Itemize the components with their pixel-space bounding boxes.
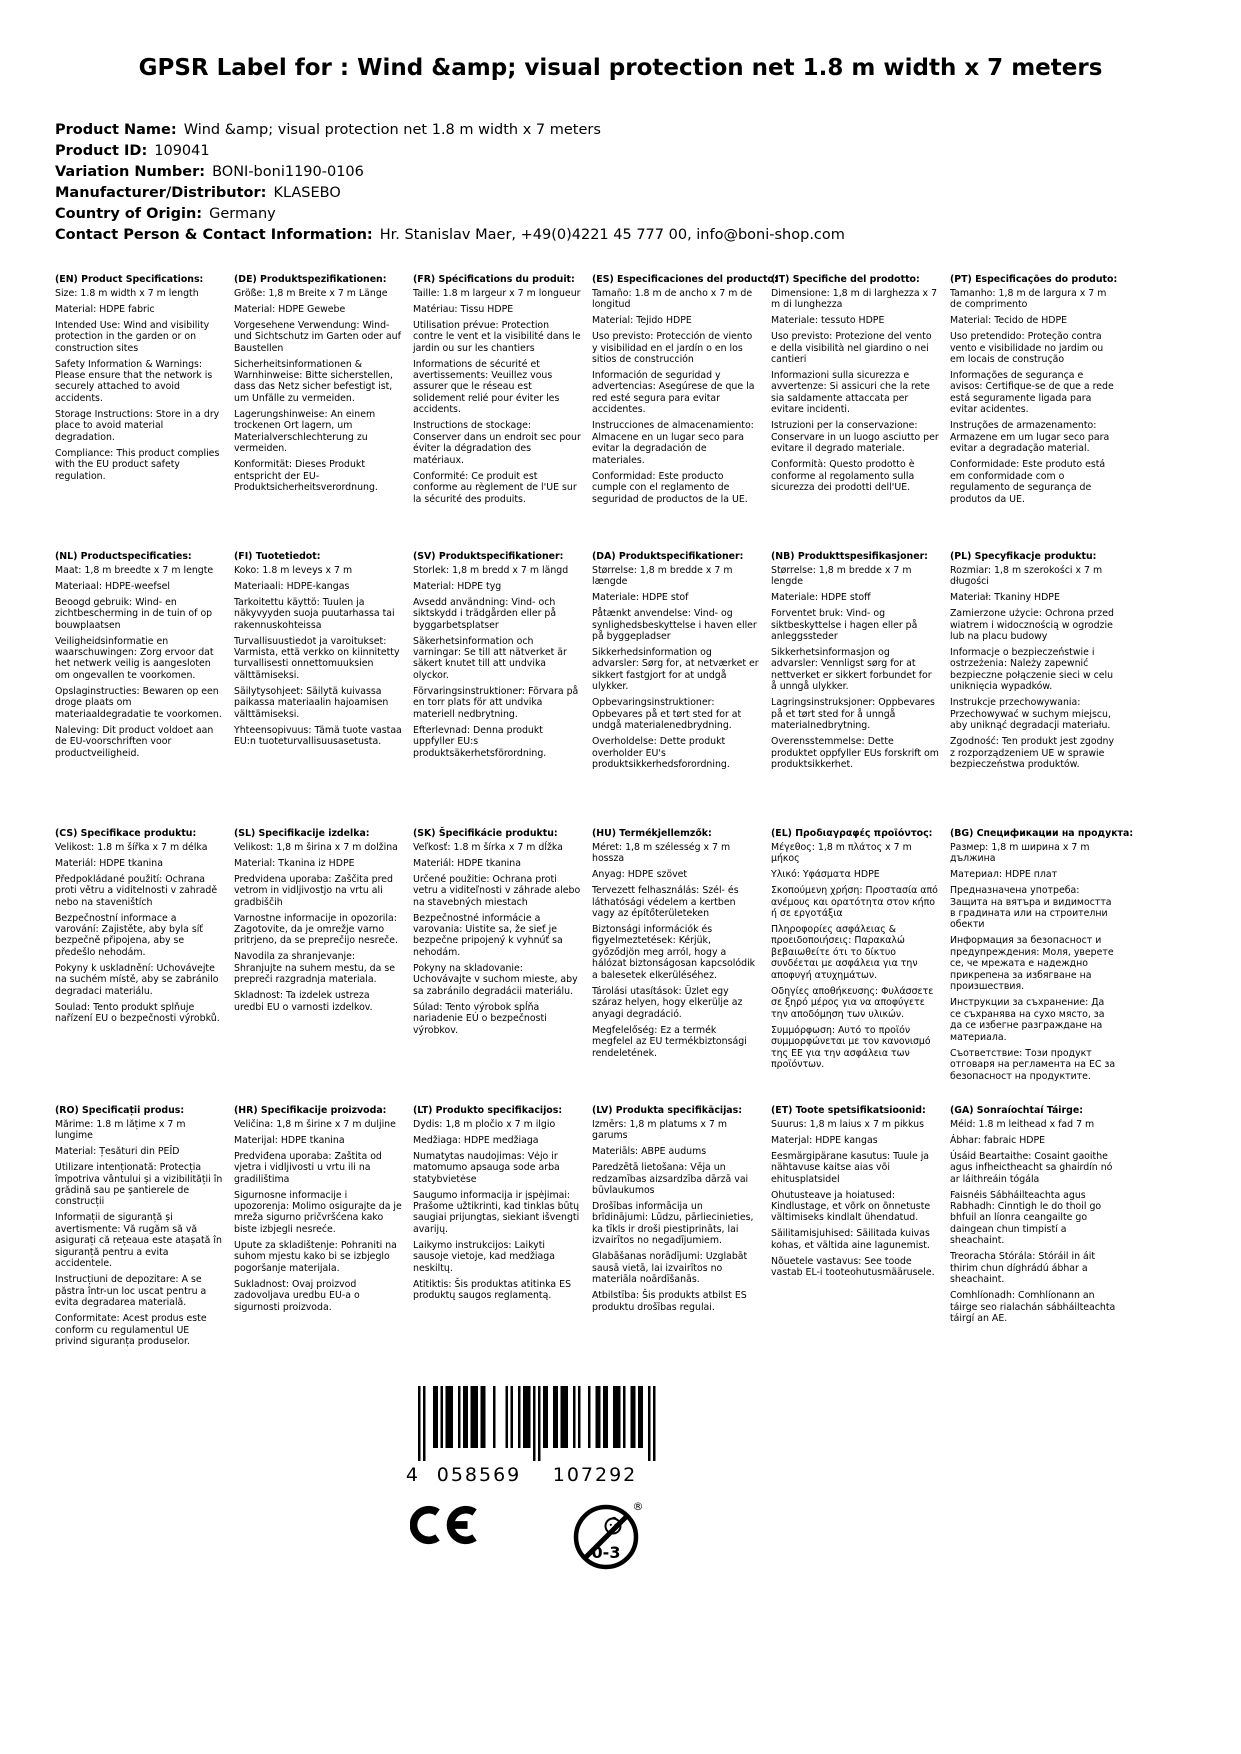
spec-paragraph: Safety Information & Warnings: Please ensure that the network is securely attached to avoid accidents. — [55, 358, 213, 404]
spec-paragraph: Materiāls: ABPE audums — [592, 1146, 707, 1158]
spec-paragraph: Opslaginstructies: Bewaren op een droge plaats om materiaaldegradatie te voorkomen. — [55, 685, 222, 720]
spec-paragraph: Dydis: 1,8 m pločio x 7 m ilgio — [413, 1118, 556, 1130]
language-block-nb — [771, 551, 939, 828]
language-block-bg — [950, 828, 1134, 1105]
bottom-group — [405, 1386, 666, 1574]
spec-paragraph: Съответствие: Този продукт отговаря на регламента на ЕС за безопасност на продуктите. — [950, 1047, 1116, 1082]
spec-paragraph: Veličina: 1,8 m širine x 7 m duljine — [234, 1118, 396, 1130]
spec-paragraph: Material: Tecido de HDPE — [950, 315, 1068, 327]
language-block-sv — [413, 551, 581, 828]
spec-paragraph: Atitiktis: Šis produktas atitinka ES produktų saugos reglamentą. — [413, 1278, 572, 1302]
language-block-fr — [413, 274, 581, 551]
product-info-label: Contact Person & Contact Information: — [55, 227, 373, 244]
product-info-label: Variation Number: — [55, 164, 206, 181]
language-block-de — [234, 274, 402, 551]
spec-paragraph: Conformità: Questo prodotto è conforme al regolamento sulla sicurezza dei prodotti dell'UE. — [771, 459, 915, 494]
spec-paragraph: Förvaringsinstruktioner: Förvara på en torr plats för att undvika materiell nedbrytning. — [413, 685, 579, 720]
language-block-sk — [413, 828, 581, 1105]
spec-paragraph: Uso previsto: Protezione del vento e della visibilità nel giardino o nei cantieri — [771, 331, 932, 365]
spec-paragraph: Säkerhetsinformation och varningar: Se till att nätverket är säkert knutet till att undvika olyckor. — [413, 635, 567, 681]
spec-paragraph: Materiál: HDPE tkanina — [55, 857, 163, 869]
spec-paragraph: Bezpečnostní informace a varování: Zajistěte, aby byla síť bezpečně připojena, aby se předešlo nehodám. — [55, 912, 203, 958]
spec-paragraph: Materiale: HDPE stof — [592, 592, 689, 604]
language-block-pt — [950, 274, 1118, 551]
spec-paragraph: Informazioni sulla sicurezza e avvertenze: Si assicuri che la rete sia saldamente attaccata per evitare incidenti. — [771, 369, 930, 416]
language-block-lt — [413, 1105, 581, 1382]
spec-paragraph: Drošības informācija un brīdinājumi: Lūdzu, pārliecinieties, ka tīkls ir droši piestiprināts, lai izvairītos no negadījumiem. — [592, 1200, 754, 1247]
language-block-header: (EN) Product Specifications: — [55, 274, 204, 286]
spec-paragraph: Conformidade: Este produto está em conformidade com o regulamento de segurança de produtos da UE. — [950, 459, 1106, 505]
spec-paragraph: Soulad: Tento produkt splňuje nařízení EU o bezpečnosti výrobků. — [55, 1001, 220, 1025]
spec-paragraph: Megfelelőség: Ez a termék megfelel az EU termékbiztonsági rendeletének. — [592, 1024, 747, 1059]
spec-paragraph: Informações de segurança e avisos: Certifique-se de que a rede está seguramente ligada para evitar acidentes. — [950, 369, 1114, 416]
product-info-value: Wind &amp; visual protection net 1.8 m width x 7 meters — [183, 122, 601, 139]
language-block-header: (DE) Produktspezifikationen: — [234, 274, 387, 286]
spec-paragraph: Atbilstība: Šis produkts atbilst ES produktu drošības regulai. — [592, 1290, 747, 1313]
language-block-header: (ET) Toote spetsifikatsioonid: — [771, 1105, 926, 1117]
spec-paragraph: Materiał: Tkaniny HDPE — [950, 592, 1060, 604]
spec-paragraph: Comhlíonadh: Comhlíonann an táirge seo rialachán sábháilteachta táirgí an AE. — [950, 1290, 1116, 1325]
spec-paragraph: Materjal: HDPE kangas — [771, 1134, 878, 1146]
spec-paragraph: Yhteensopivuus: Tämä tuote vastaa EU:n tuoteturvallisuusasetusta. — [234, 724, 402, 748]
product-info-label: Manufacturer/Distributor: — [55, 185, 267, 202]
spec-paragraph: Treoracha Stórála: Stóráil in áit thirim chun díghrádú ábhar a sheachaint. — [950, 1251, 1096, 1286]
spec-paragraph: Anyag: HDPE szövet — [592, 869, 688, 881]
spec-paragraph: Méret: 1,8 m szélesség x 7 m hossza — [592, 841, 731, 865]
spec-paragraph: Storlek: 1,8 m bredd x 7 m längd — [413, 564, 569, 576]
language-block-et — [771, 1105, 939, 1382]
language-block-header: (EL) Προδιαγραφές προϊόντος: — [771, 828, 933, 840]
spec-paragraph: Forventet bruk: Vind- og siktbeskyttelse i hagen eller på anleggssteder — [771, 608, 918, 642]
spec-paragraph: Pokyny k uskladnění: Uchovávejte na suchém místě, aby se zabránilo degradaci materiálu. — [55, 962, 219, 997]
spec-paragraph: Instrukcje przechowywania: Przechowywać w suchym miejscu, aby uniknąć degradacji materiału. — [950, 697, 1111, 732]
spec-paragraph: Rozmiar: 1,8 m szerokości x 7 m długości — [950, 564, 1103, 588]
registered-trademark-symbol: ® — [632, 1500, 644, 1514]
spec-paragraph: Suurus: 1,8 m laius x 7 m pikkus — [771, 1118, 924, 1130]
spec-paragraph: Istruzioni per la conservazione: Conservare in un luogo asciutto per evitare il degrado materiale. — [771, 420, 939, 455]
product-info-value: KLASEBO — [273, 185, 341, 202]
spec-paragraph: Informații de siguranță și avertismente: Vă rugăm să vă asigurați că rețeaua este atașată în siguranță pentru a evita accidentele. — [55, 1212, 222, 1270]
spec-paragraph: Vorgesehene Verwendung: Wind- und Sichtschutz im Garten oder auf Baustellen — [234, 319, 401, 354]
spec-paragraph: Storage Instructions: Store in a dry place to avoid material degradation. — [55, 408, 220, 443]
spec-paragraph: Informations de sécurité et avertissements: Veuillez vous assurer que le réseau est solidement relié pour éviter les accidents. — [413, 358, 560, 416]
spec-paragraph: Maat: 1,8 m breedte x 7 m lengte — [55, 564, 214, 576]
spec-paragraph: Intended Use: Wind and visibility protection in the garden or on construction sites — [55, 319, 210, 354]
spec-paragraph: Určené použitie: Ochrana proti vetru a viditeľnosti v záhrade alebo na stavebných miestach — [413, 873, 581, 908]
spec-paragraph: Conformidad: Este producto cumple con el reglamento de seguridad de productos de la UE. — [592, 470, 748, 505]
language-block-lv — [592, 1105, 760, 1382]
age-warning-text: 0-3 — [591, 1543, 621, 1563]
product-info-label: Product Name: — [55, 122, 177, 139]
spec-paragraph: Πληροφορίες ασφάλειας & προειδοποιήσεις: Παρακαλώ βεβαιωθείτε ότι το δίκτυο συνδέεται με ασφάλεια για την αποφυγή ατυχημάτων. — [771, 923, 918, 981]
language-block-es — [592, 274, 778, 551]
spec-paragraph: Säilytysohjeet: Säilytä kuivassa paikassa materiaalin hajoamisen välttämiseksi. — [234, 685, 389, 720]
language-block-pl — [950, 551, 1118, 828]
language-blocks-grid — [55, 274, 1186, 1382]
language-block-header: (CS) Specifikace produktu: — [55, 828, 197, 840]
spec-paragraph: Turvallisuustiedot ja varoitukset: Varmista, että verkko on kiinnitetty turvallisesti onnettomuuksien välttämiseksi. — [234, 635, 400, 681]
spec-paragraph: Conformité: Ce produit est conforme au règlement de l'UE sur la sécurité des produits. — [413, 470, 577, 505]
spec-paragraph: Materiale: tessuto HDPE — [771, 315, 885, 327]
barcode-left-group: 058569 — [436, 1464, 522, 1487]
language-block-header: (DA) Produktspecifikationer: — [592, 551, 744, 563]
language-block-da — [592, 551, 760, 828]
spec-paragraph: Instructions de stockage: Conserver dans un endroit sec pour éviter la dégradation des matériaux. — [413, 420, 581, 466]
spec-paragraph: Lagringsinstruksjoner: Oppbevares på et tørt sted for å unngå materialnedbrytning. — [771, 697, 935, 732]
spec-paragraph: Υλικό: Υφάσματα HDPE — [771, 869, 880, 881]
spec-paragraph: Materijal: HDPE tkanina — [234, 1134, 345, 1146]
language-block-header: (PL) Specyfikacje produktu: — [950, 551, 1097, 563]
ce-mark-icon — [410, 1504, 484, 1546]
spec-paragraph: Sikkerhetsinformasjon og advarsler: Vennligst sørg for at nettverket er sikkert forbundet for å unngå ulykker. — [771, 646, 932, 693]
barcode-digits — [405, 1464, 666, 1488]
language-block-nl — [55, 551, 223, 828]
spec-paragraph: Konformität: Dieses Produkt entspricht der EU-Produktsicherheitsverordnung. — [234, 459, 378, 494]
spec-paragraph: Sigurnosne informacije i upozorenja: Molimo osigurajte da je mreža sigurno pričvršćena kako biste izbjegli nesreće. — [234, 1189, 402, 1235]
spec-paragraph: Tárolási utasítások: Üzlet egy száraz helyen, hogy elkerülje az anyagi degradáció. — [592, 985, 743, 1020]
spec-paragraph: Eesmärgipärane kasutus: Tuule ja nähtavuse kaitse aias või ehitusplatsidel — [771, 1150, 930, 1185]
spec-paragraph: Laikymo instrukcijos: Laikyti sausoje vietoje, kad medžiaga neskiltų. — [413, 1239, 555, 1274]
spec-paragraph: Utilisation prévue: Protection contre le vent et la visibilité dans le jardin ou sur les chantiers — [413, 319, 581, 354]
barcode-icon — [408, 1386, 666, 1462]
spec-paragraph: Material: HDPE fabric — [55, 303, 155, 315]
product-info-line — [55, 183, 1186, 204]
spec-paragraph: Uso pretendido: Proteção contra vento e visibilidade no jardim ou em locais de construção — [950, 331, 1104, 365]
language-block-header: (ES) Especificaciones del producto: — [592, 274, 778, 286]
spec-paragraph: Mărime: 1.8 m lățime x 7 m lungime — [55, 1118, 186, 1142]
spec-paragraph: Overensstemmelse: Dette produktet oppfyller EUs forskrift om produktsikkerhet. — [771, 736, 939, 771]
spec-paragraph: Material: Tkanina iz HDPE — [234, 857, 355, 869]
spec-paragraph: Tarkoitettu käyttö: Tuulen ja näkyvyyden suoja puutarhassa tai rakennuskohteissa — [234, 596, 395, 631]
spec-paragraph: Uso previsto: Protección de viento y visibilidad en el jardín o en los sitios de construcción — [592, 331, 753, 365]
page-title: GPSR Label for : Wind &amp; visual protection net 1.8 m width x 7 meters — [138, 55, 1103, 81]
language-block-header: (IT) Specifiche del prodotto: — [771, 274, 920, 286]
product-info-value: Hr. Stanislav Maer, +49(0)4221 45 777 00, info@boni-shop.com — [379, 227, 845, 244]
language-block-header: (SK) Špecifikácie produktu: — [413, 828, 558, 840]
product-info-line — [55, 204, 1186, 225]
spec-paragraph: Předpokládané použití: Ochrana proti větru a viditelnosti v zahradě nebo na staveništích — [55, 873, 218, 908]
language-block-header: (PT) Especificações do produto: — [950, 274, 1118, 286]
language-block-header: (HU) Termékjellemzők: — [592, 828, 712, 840]
spec-paragraph: Bezpečnostné informácie a varovania: Uistite sa, že sieť je bezpečne pripojený k vyhnúť sa nehodám. — [413, 912, 563, 958]
language-block-hr — [234, 1105, 402, 1382]
spec-paragraph: Biztonsági információk és figyelmeztetések: Kérjük, győződjön meg arról, hogy a hálózat biztonságosan kapcsolódik a balesetek elkerüléséhez. — [592, 923, 756, 981]
spec-paragraph: Material: Țesături din PEÎD — [55, 1146, 180, 1158]
spec-paragraph: Materiaali: HDPE-kangas — [234, 580, 350, 592]
spec-paragraph: Beoogd gebruik: Wind- en zichtbescherming in de tuin of op bouwplaatsen — [55, 596, 213, 631]
spec-paragraph: Saugumo informacija ir įspėjimai: Prašome užtikrinti, kad tinklas būtų saugiai prijungtas, siekiant išvengti avarijų. — [413, 1189, 580, 1235]
language-block-header: (NB) Produkttspesifikasjoner: — [771, 551, 928, 563]
spec-paragraph: Paredzētā lietošana: Vēja un redzamības aizsardzība dārzā vai būvlaukumos — [592, 1162, 749, 1196]
spec-paragraph: Pokyny na skladovanie: Uchovávajte v suchom mieste, aby sa zabránilo degradácii materiálu. — [413, 962, 578, 997]
spec-paragraph: Материал: HDPE плат — [950, 869, 1058, 881]
spec-paragraph: Σκοπούμενη χρήση: Προστασία από ανέμους και ορατότητα στον κήπο ή σε εργοτάξια — [771, 885, 938, 919]
spec-paragraph: Matériau: Tissu HDPE — [413, 303, 514, 315]
spec-paragraph: Opbevaringsinstruktioner: Opbevares på et tørt sted for at undgå materialenedbrydning. — [592, 697, 742, 732]
language-block-en — [55, 274, 223, 551]
language-block-header: (HR) Specifikacije proizvoda: — [234, 1105, 387, 1117]
product-info — [55, 120, 1186, 246]
spec-paragraph: Súlad: Tento výrobok spĺňa nariadenie EÚ o bezpečnosti výrobkov. — [413, 1001, 547, 1036]
language-block-header: (FI) Tuotetiedot: — [234, 551, 321, 563]
spec-paragraph: Sikkerhedsinformation og advarsler: Sørg for, at netværket er sikkert fastgjort for at undgå ulykker. — [592, 646, 759, 693]
product-info-value: 109041 — [154, 143, 210, 160]
spec-paragraph: Størrelse: 1,8 m bredde x 7 m lengde — [771, 564, 912, 588]
product-info-label: Country of Origin: — [55, 206, 203, 223]
product-info-label: Product ID: — [55, 143, 148, 160]
spec-paragraph: Lagerungshinweise: An einem trockenen Ort lagern, um Materialverschlechterung zu vermeiden. — [234, 408, 376, 455]
spec-paragraph: Tervezett felhasználás: Szél- és láthatósági védelem a kertben vagy az építőterületeken — [592, 885, 739, 919]
age-warning-0-3-icon — [570, 1496, 648, 1574]
spec-paragraph: Avsedd användning: Vind- och siktskydd i trädgården eller på byggarbetsplatser — [413, 596, 557, 631]
spec-paragraph: Tamaño: 1.8 m de ancho x 7 m de longitud — [592, 287, 753, 311]
spec-paragraph: Ábhar: fabraic HDPE — [950, 1134, 1046, 1146]
spec-paragraph: Größe: 1,8 m Breite x 7 m Länge — [234, 287, 388, 299]
spec-paragraph: Dimensione: 1,8 m di larghezza x 7 m di lunghezza — [771, 287, 938, 311]
language-block-header: (NL) Productspecificaties: — [55, 551, 192, 563]
spec-paragraph: Μέγεθος: 1,8 m πλάτος x 7 m μήκος — [771, 841, 912, 865]
language-block-fi — [234, 551, 402, 828]
spec-paragraph: Οδηγίες αποθήκευσης: Φυλάσσετε σε ξηρό μέρος για να αποφύγετε την αποδόμηση των υλικών. — [771, 985, 934, 1020]
spec-paragraph: Instruções de armazenamento: Armazene em um lugar seco para evitar a degradação material. — [950, 420, 1110, 455]
spec-paragraph: Nõuetele vastavus: See toode vastab EL-i tooteohutusmäärusele. — [771, 1255, 935, 1279]
spec-paragraph: Размер: 1,8 m ширина x 7 m дължина — [950, 841, 1090, 865]
product-info-line — [55, 120, 1186, 141]
spec-paragraph: Upute za skladištenje: Pohraniti na suhom mjestu kako bi se izbjeglo pogoršanje materijala. — [234, 1239, 397, 1274]
spec-paragraph: Informacje o bezpieczeństwie i ostrzeżenia: Należy zapewnić bezpieczne połączenie sieci w celu uniknięcia wypadków. — [950, 646, 1114, 693]
spec-paragraph: Materiaal: HDPE-weefsel — [55, 580, 170, 592]
spec-paragraph: Предназначена употреба: Защита на вятъра и видимостта в градината или на строителни обекти — [950, 885, 1112, 931]
spec-paragraph: Size: 1.8 m width x 7 m length — [55, 287, 199, 299]
spec-paragraph: Conformitate: Acest produs este conform cu regulamentul UE privind siguranța produselor. — [55, 1313, 207, 1348]
language-block-header: (LV) Produkta specifikācijas: — [592, 1105, 742, 1117]
spec-paragraph: Ohutusteave ja hoiatused: Kindlustage, et võrk on õnnetuste vältimiseks kindlalt ühendatud. — [771, 1189, 931, 1224]
spec-paragraph: Størrelse: 1,8 m bredde x 7 m længde — [592, 564, 733, 588]
spec-paragraph: Taille: 1.8 m largeur x 7 m longueur — [413, 287, 581, 299]
spec-paragraph: Sicherheitsinformationen & Warnhinweise: Bitte sicherstellen, dass das Netz sicher befestigt ist, um Unfälle zu vermeiden. — [234, 358, 393, 404]
spec-paragraph: Información de seguridad y advertencias: Asegúrese de que la red esté segura para evitar accidentes. — [592, 369, 755, 416]
spec-paragraph: Navodila za shranjevanje: Shranjujte na suhem mestu, da se prepreči razgradnja materiala. — [234, 951, 396, 986]
spec-paragraph: Zamierzone użycie: Ochrona przed wiatrem i widocznością w ogrodzie lub na placu budowy — [950, 608, 1114, 642]
spec-paragraph: Material: Tejido HDPE — [592, 315, 692, 327]
barcode-left-digit: 4 — [405, 1464, 418, 1487]
spec-paragraph: Faisnéis Sábháilteachta agus Rabhadh: Cinntigh le do thoil go bhfuil an líonra ceangailte go daingean chun timpistí a sheachaint. — [950, 1189, 1102, 1247]
spec-paragraph: Predvidena uporaba: Zaščita pred vetrom in vidljivostjo na vrtu ali gradbiščih — [234, 873, 393, 908]
product-info-line — [55, 162, 1186, 183]
spec-paragraph: Méid: 1.8 m leithead x fad 7 m — [950, 1118, 1095, 1130]
language-block-header: (BG) Спецификации на продукта: — [950, 828, 1134, 840]
language-block-it — [771, 274, 939, 551]
spec-paragraph: Skladnost: Ta izdelek ustreza uredbi EU o varnosti izdelkov. — [234, 990, 373, 1013]
barcode-right-group: 107292 — [552, 1464, 638, 1487]
spec-paragraph: Efterlevnad: Denna produkt uppfyller EU:s produktsäkerhetsförordning. — [413, 724, 547, 759]
spec-paragraph: Veľkosť: 1.8 m šírka x 7 m dĺžka — [413, 841, 563, 853]
spec-paragraph: Zgodność: Ten produkt jest zgodny z rozporządzeniem UE w sprawie bezpieczeństwa produktów. — [950, 736, 1115, 771]
spec-paragraph: Veiligheidsinformatie en waarschuwingen: Zorg ervoor dat het netwerk veilig is aangesloten om ongevallen te voorkomen. — [55, 635, 214, 681]
certification-row — [408, 1500, 666, 1574]
spec-paragraph: Predviđena uporaba: Zaštita od vjetra i vidljivosti u vrtu ili na gradilištima — [234, 1150, 382, 1185]
language-block-header: (SV) Produktspecifikationer: — [413, 551, 564, 563]
spec-paragraph: Säilitamisjuhised: Säilitada kuivas kohas, et vältida aine lagunemist. — [771, 1228, 930, 1251]
spec-paragraph: Instrucciones de almacenamiento: Almacene en un lugar seco para evitar la degradación de materiales. — [592, 420, 754, 466]
spec-paragraph: Tamanho: 1,8 m de largura x 7 m de comprimento — [950, 287, 1107, 311]
product-info-line — [55, 141, 1186, 162]
language-block-header: (RO) Specificații produs: — [55, 1105, 185, 1117]
spec-paragraph: Glabāšanas norādījumi: Uzglabāt sausā vietā, lai izvairītos no materiāla noārdīšanās. — [592, 1251, 748, 1286]
spec-paragraph: Material: HDPE Gewebe — [234, 303, 346, 315]
language-block-header: (LT) Produkto specifikacijos: — [413, 1105, 563, 1117]
spec-paragraph: Sukladnost: Ovaj proizvod zadovoljava uredbu EU-a o sigurnosti proizvoda. — [234, 1278, 360, 1313]
spec-paragraph: Materiale: HDPE stoff — [771, 592, 871, 604]
spec-paragraph: Информация за безопасност и предупреждения: Моля, уверете се, че мрежата е надеждно прикрепена за избягване на произшествия. — [950, 935, 1114, 993]
spec-paragraph: Compliance: This product complies with the EU product safety regulation. — [55, 447, 220, 482]
product-info-value: BONI-boni1190-0106 — [212, 164, 364, 181]
product-info-line — [55, 225, 1186, 246]
language-block-header: (GA) Sonraíochtaí Táirge: — [950, 1105, 1083, 1117]
language-block-hu — [592, 828, 760, 1105]
spec-paragraph: Naleving: Dit product voldoet aan de EU-voorschriften voor productveiligheid. — [55, 724, 214, 759]
spec-paragraph: Úsáid Beartaithe: Cosaint gaoithe agus infheictheacht sa ghairdín nó ar láithreáin tógála — [950, 1150, 1113, 1185]
language-block-sl — [234, 828, 402, 1105]
spec-paragraph: Numatytas naudojimas: Vėjo ir matomumo apsauga sode arba statybvietėse — [413, 1150, 560, 1185]
spec-paragraph: Instrucțiuni de depozitare: A se păstra într-un loc uscat pentru a evita degradarea materială. — [55, 1274, 207, 1309]
spec-paragraph: Utilizare intenționată: Protecția împotriva vântului și a vizibilității în grădină sau pe șantierele de construcții — [55, 1162, 223, 1208]
language-block-el — [771, 828, 939, 1105]
spec-paragraph: Påtænkt anvendelse: Vind- og synlighedsbeskyttelse i haven eller på byggepladser — [592, 608, 757, 642]
language-block-header: (FR) Spécifications du produit: — [413, 274, 575, 286]
product-info-value: Germany — [209, 206, 276, 223]
spec-paragraph: Material: HDPE tyg — [413, 580, 502, 592]
spec-paragraph: Koko: 1.8 m leveys x 7 m — [234, 564, 353, 576]
spec-paragraph: Izmērs: 1,8 m platums x 7 m garums — [592, 1118, 727, 1142]
spec-paragraph: Overholdelse: Dette produkt overholder EU's produktsikkerhedsforordning. — [592, 736, 730, 771]
spec-paragraph: Velikost: 1.8 m šířka x 7 m délka — [55, 841, 208, 853]
spec-paragraph: Varnostne informacije in opozorila: Zagotovite, da je omrežje varno pritrjeno, da se preprečijo nesreče. — [234, 912, 398, 947]
language-block-ga — [950, 1105, 1118, 1382]
spec-paragraph: Medžiaga: HDPE medžiaga — [413, 1134, 539, 1146]
language-block-ro — [55, 1105, 223, 1382]
spec-paragraph: Инструкции за съхранение: Да се съхранява на сухо място, за да се избегне разграждане на материала. — [950, 997, 1105, 1043]
barcode — [405, 1386, 666, 1488]
language-block-cs — [55, 828, 223, 1105]
language-block-header: (SL) Specifikacije izdelka: — [234, 828, 370, 840]
spec-paragraph: Materiál: HDPE tkanina — [413, 857, 521, 869]
spec-paragraph: Velikost: 1,8 m širina x 7 m dolžina — [234, 841, 398, 853]
spec-paragraph: Συμμόρφωση: Αυτό το προϊόν συμμορφώνεται με τον κανονισμό της ΕΕ για την ασφάλεια των προϊόντων. — [771, 1024, 931, 1071]
